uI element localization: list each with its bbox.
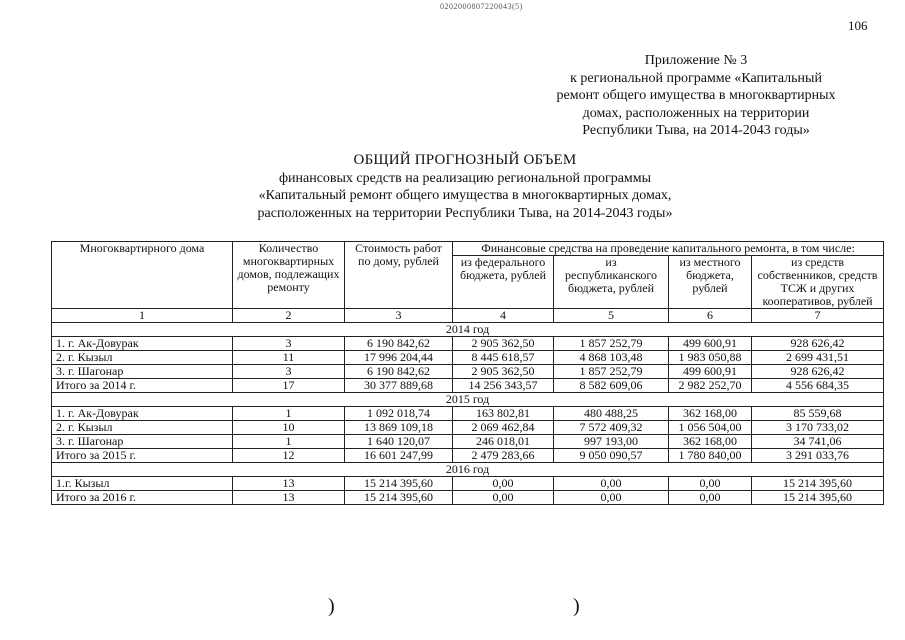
value-cell: 997 193,00	[554, 435, 669, 449]
value-cell: 362 168,00	[669, 435, 752, 449]
value-cell: 30 377 889,68	[345, 379, 453, 393]
value-cell: 2 699 431,51	[752, 351, 884, 365]
header-republic: из республиканского бюджета, рублей	[554, 256, 669, 309]
column-number: 4	[453, 309, 554, 323]
value-cell: 7 572 409,32	[554, 421, 669, 435]
column-number: 1	[52, 309, 233, 323]
header-financing-group: Финансовые средства на проведение капитального ремонта, в том числе:	[453, 242, 884, 256]
row-label-cell: 1.г. Кызыл	[52, 477, 233, 491]
year-label: 2016 год	[52, 463, 884, 477]
year-label: 2014 год	[52, 323, 884, 337]
appendix-note	[531, 52, 861, 140]
value-cell: 1 857 252,79	[554, 337, 669, 351]
row-label-cell: 3. г. Шагонар	[52, 435, 233, 449]
row-label-cell: 3. г. Шагонар	[52, 365, 233, 379]
row-label-cell: 2. г. Кызыл	[52, 421, 233, 435]
financing-table	[51, 241, 884, 505]
column-number: 5	[554, 309, 669, 323]
value-cell: 15 214 395,60	[345, 491, 453, 505]
handwritten-mark: )	[573, 595, 580, 617]
header-house: Многоквартирного дома	[52, 242, 233, 309]
value-cell: 4 868 103,48	[554, 351, 669, 365]
total-row	[52, 449, 884, 463]
value-cell: 14 256 343,57	[453, 379, 554, 393]
value-cell: 928 626,42	[752, 365, 884, 379]
column-number: 7	[752, 309, 884, 323]
table-row	[52, 407, 884, 421]
table-row	[52, 365, 884, 379]
page-number: 106	[848, 18, 868, 33]
value-cell: 1	[233, 435, 345, 449]
value-cell: 6 190 842,62	[345, 365, 453, 379]
value-cell: 85 559,68	[752, 407, 884, 421]
value-cell: 1 780 840,00	[669, 449, 752, 463]
document-title	[170, 152, 760, 222]
value-cell: 34 741,06	[752, 435, 884, 449]
total-row	[52, 491, 884, 505]
value-cell: 17 996 204,44	[345, 351, 453, 365]
value-cell: 9 050 090,57	[554, 449, 669, 463]
year-header-row	[52, 393, 884, 407]
value-cell: 163 802,81	[453, 407, 554, 421]
value-cell: 2 905 362,50	[453, 337, 554, 351]
table-row	[52, 337, 884, 351]
value-cell: 0,00	[453, 491, 554, 505]
row-label-cell: Итого за 2016 г.	[52, 491, 233, 505]
value-cell: 8 445 618,57	[453, 351, 554, 365]
table-row	[52, 421, 884, 435]
table-header-row	[52, 242, 884, 256]
value-cell: 15 214 395,60	[752, 491, 884, 505]
value-cell: 13	[233, 491, 345, 505]
value-cell: 3	[233, 365, 345, 379]
value-cell: 499 600,91	[669, 365, 752, 379]
table-row	[52, 435, 884, 449]
value-cell: 4 556 684,35	[752, 379, 884, 393]
appendix-line: ремонт общего имущества в многоквартирных	[556, 88, 836, 103]
year-label: 2015 год	[52, 393, 884, 407]
row-label-cell: Итого за 2015 г.	[52, 449, 233, 463]
value-cell: 0,00	[453, 477, 554, 491]
appendix-line: Республики Тыва, на 2014-2043 годы»	[582, 123, 810, 138]
value-cell: 13	[233, 477, 345, 491]
year-header-row	[52, 323, 884, 337]
value-cell: 1 983 050,88	[669, 351, 752, 365]
title-line: «Капитальный ремонт общего имущества в многоквартирных домах,	[258, 188, 672, 203]
value-cell: 2 982 252,70	[669, 379, 752, 393]
row-label-cell: 1. г. Ак-Довурак	[52, 407, 233, 421]
value-cell: 17	[233, 379, 345, 393]
total-row	[52, 379, 884, 393]
title-line: финансовых средств на реализацию региональной программы	[278, 170, 652, 186]
value-cell: 1 092 018,74	[345, 407, 453, 421]
value-cell: 13 869 109,18	[345, 421, 453, 435]
document-stamp: 0202000807220043(5)	[440, 2, 523, 11]
value-cell: 3	[233, 337, 345, 351]
header-owners: из средств собственников, средств ТСЖ и других кооперативов, рублей	[752, 256, 884, 309]
value-cell: 2 069 462,84	[453, 421, 554, 435]
header-local: из местного бюджета, рублей	[669, 256, 752, 309]
title-line: расположенных на территории Республики Тыва, на 2014-2043 годы»	[257, 205, 673, 221]
value-cell: 2 905 362,50	[453, 365, 554, 379]
value-cell: 0,00	[554, 477, 669, 491]
value-cell: 246 018,01	[453, 435, 554, 449]
appendix-line: домах, расположенных на территории	[582, 105, 810, 121]
header-count: Количество многоквартирных домов, подлежащих ремонту	[233, 242, 345, 309]
value-cell: 12	[233, 449, 345, 463]
value-cell: 0,00	[554, 491, 669, 505]
year-header-row	[52, 463, 884, 477]
value-cell: 1	[233, 407, 345, 421]
value-cell: 480 488,25	[554, 407, 669, 421]
column-number: 6	[669, 309, 752, 323]
value-cell: 15 214 395,60	[752, 477, 884, 491]
value-cell: 1 056 504,00	[669, 421, 752, 435]
table-row	[52, 351, 884, 365]
value-cell: 3 170 733,02	[752, 421, 884, 435]
value-cell: 1 857 252,79	[554, 365, 669, 379]
value-cell: 0,00	[669, 477, 752, 491]
appendix-line: Приложение № 3	[644, 53, 748, 68]
value-cell: 10	[233, 421, 345, 435]
value-cell: 1 640 120,07	[345, 435, 453, 449]
header-federal: из федерального бюджета, рублей	[453, 256, 554, 309]
value-cell: 15 214 395,60	[345, 477, 453, 491]
column-number: 2	[233, 309, 345, 323]
value-cell: 928 626,42	[752, 337, 884, 351]
value-cell: 499 600,91	[669, 337, 752, 351]
title-main: ОБЩИЙ ПРОГНОЗНЫЙ ОБЪЕМ	[353, 152, 577, 168]
value-cell: 2 479 283,66	[453, 449, 554, 463]
handwritten-mark: )	[328, 595, 335, 617]
value-cell: 16 601 247,99	[345, 449, 453, 463]
value-cell: 0,00	[669, 491, 752, 505]
value-cell: 11	[233, 351, 345, 365]
value-cell: 362 168,00	[669, 407, 752, 421]
header-cost: Стоимость работ по дому, рублей	[345, 242, 453, 309]
row-label-cell: 1. г. Ак-Довурак	[52, 337, 233, 351]
value-cell: 6 190 842,62	[345, 337, 453, 351]
table-row	[52, 477, 884, 491]
row-label-cell: Итого за 2014 г.	[52, 379, 233, 393]
column-number-row	[52, 309, 884, 323]
value-cell: 8 582 609,06	[554, 379, 669, 393]
row-label-cell: 2. г. Кызыл	[52, 351, 233, 365]
value-cell: 3 291 033,76	[752, 449, 884, 463]
column-number: 3	[345, 309, 453, 323]
appendix-line: к региональной программе «Капитальный	[570, 70, 822, 86]
